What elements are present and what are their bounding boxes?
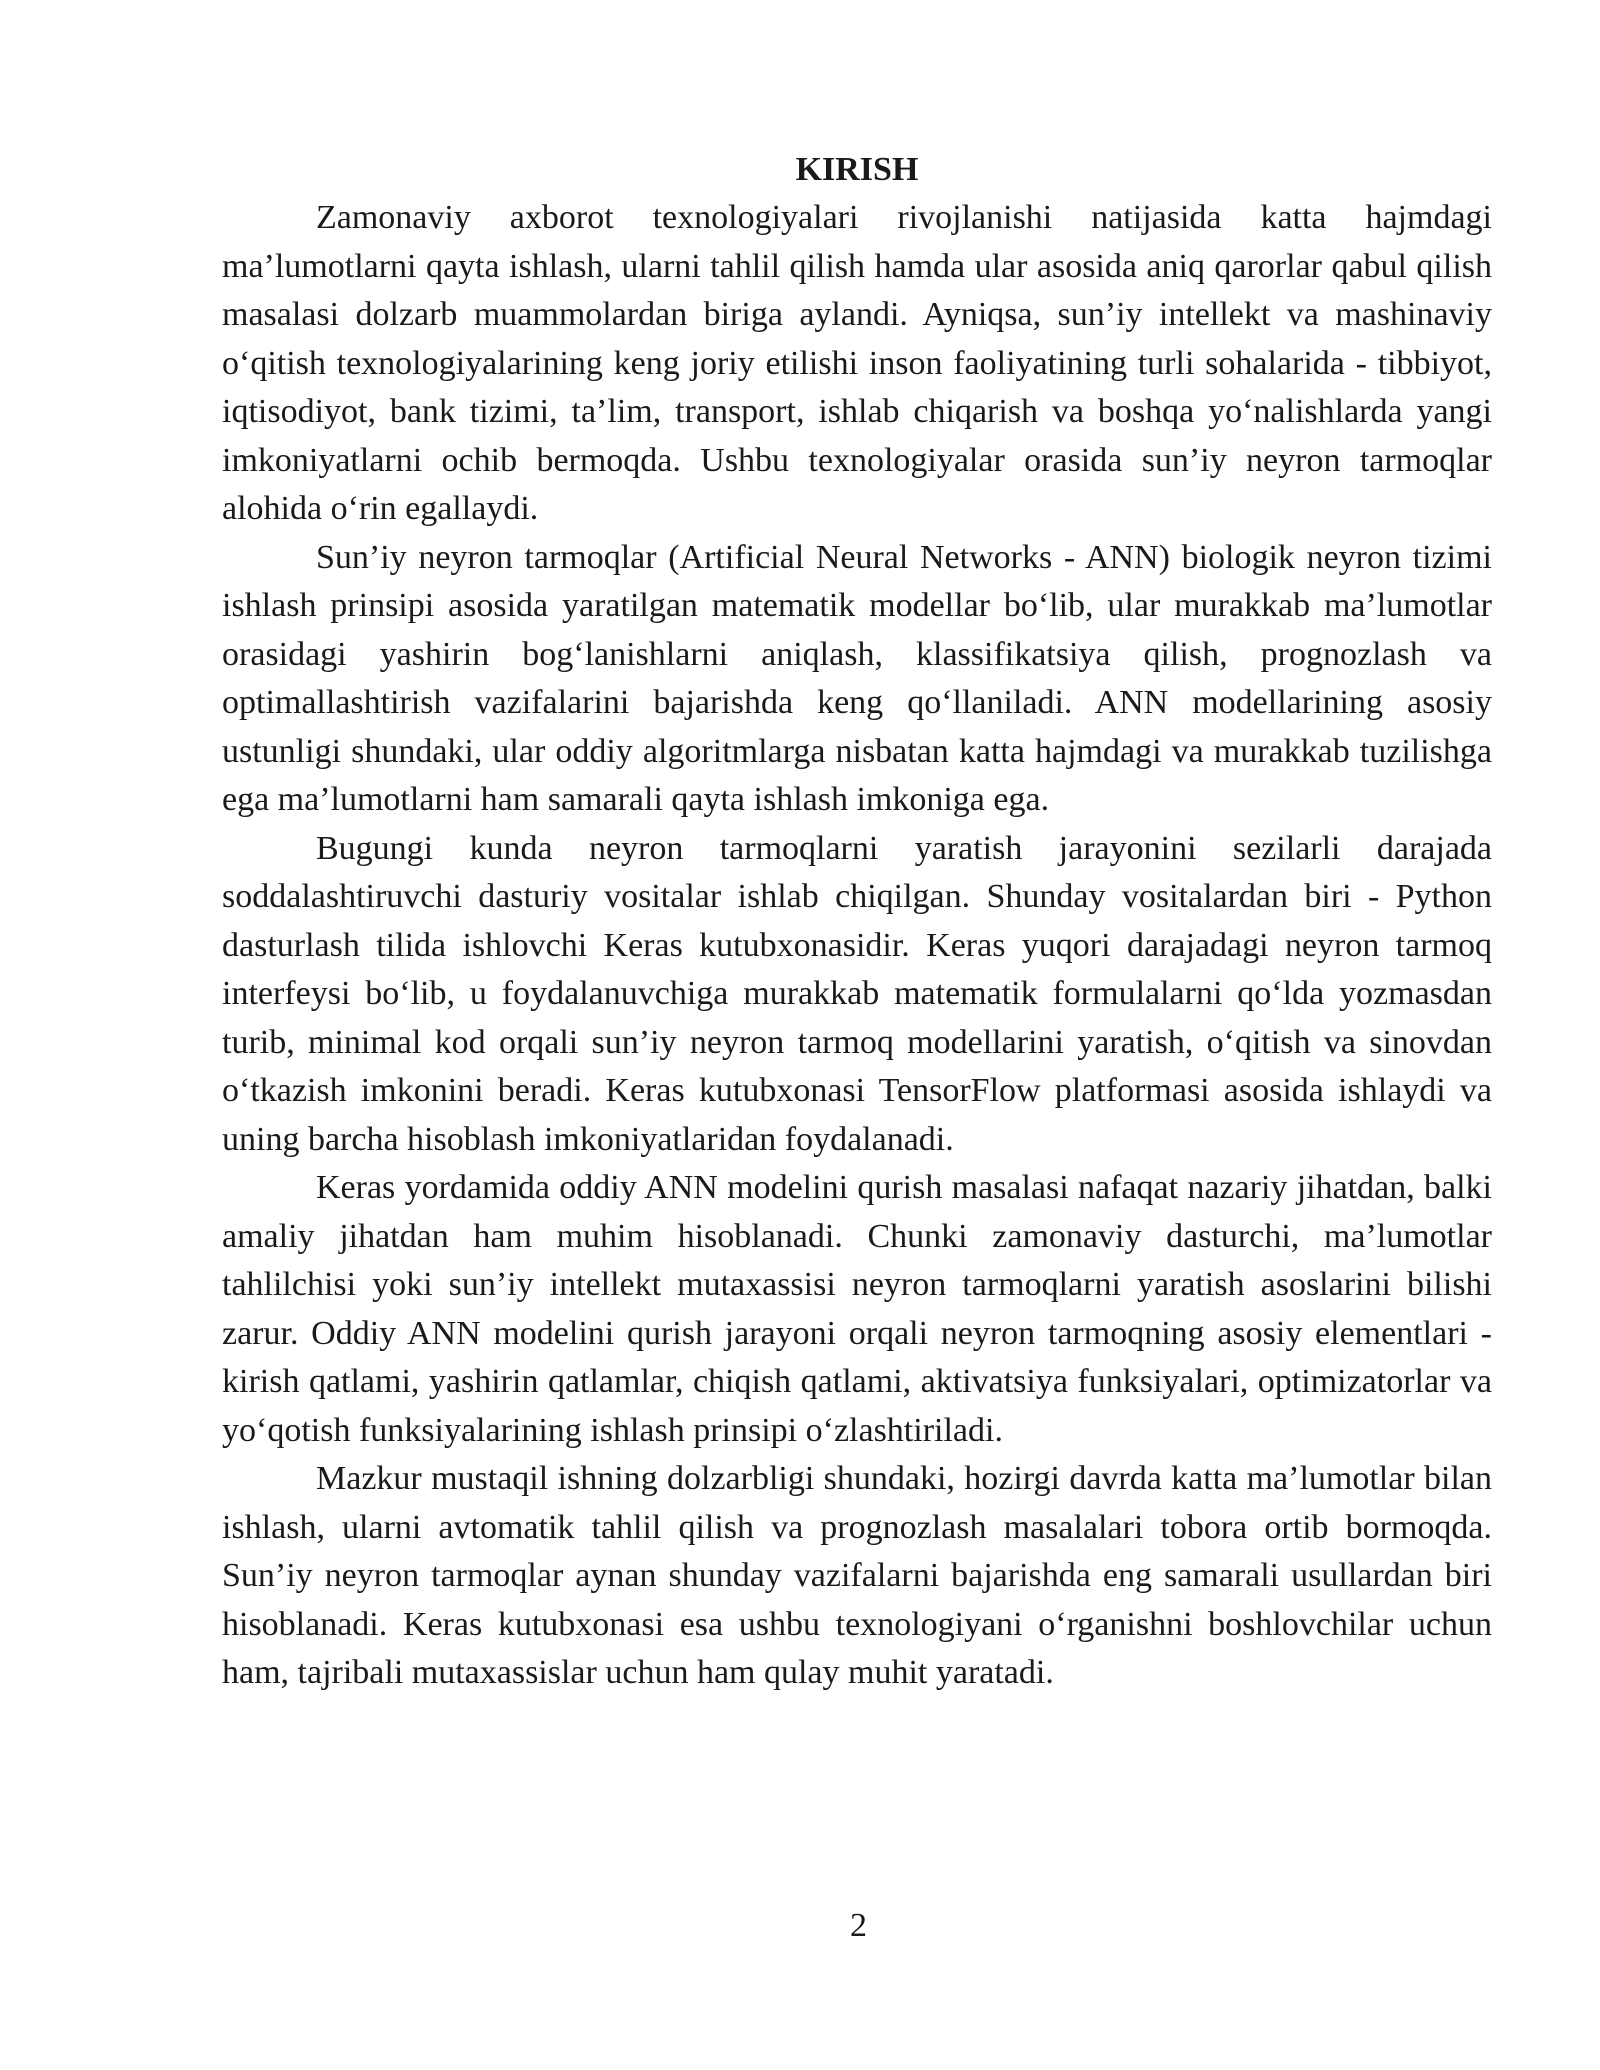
paragraph-1: Zamonaviy axborot texnologiyalari rivojlanishi natijasida katta hajmdagi ma’lumotlarni qayta ishlash, ularni tahlil qilish hamda ular asosida aniq qarorlar qabul qilish masalasi dolzarb muammolardan biriga aylandi. Ayniqsa, sun’iy intellekt va mashinaviy o‘qitish texnologiyalarining keng joriy etilishi inson faoliyatining turli sohalarida - tibbiyot, iqtisodiyot, bank tizimi, ta’lim, transport, ishlab chiqarish va boshqa yo‘nalishlarda yangi imkoniyatlarni ochib bermoqda. Ushbu texnologiyalar orasida sun’iy neyron tarmoqlar alohida o‘rin egallaydi. (222, 199, 1492, 527)
paragraph-5: Mazkur mustaqil ishning dolzarbligi shundaki, hozirgi davrda katta ma’lumotlar bilan ishlash, ularni avtomatik tahlil qilish va prognozlash masalalari tobora ortib bormoqda. Sun’iy neyron tarmoqlar aynan shunday vazifalarni bajarishda eng samarali usullardan biri hisoblanadi. Keras kutubxonasi esa ushbu texnologiyani o‘rganishni boshlovchilar uchun ham, tajribali mutaxassislar uchun ham qulay muhit yaratadi. (222, 1460, 1492, 1691)
paragraph-3: Bugungi kunda neyron tarmoqlarni yaratish jarayonini sezilarli darajada soddalashtiruvchi dasturiy vositalar ishlab chiqilgan. Shunday vositalardan biri - Python dasturlash tilida ishlovchi Keras kutubxonasidir. Keras yuqori darajadagi neyron tarmoq interfeysi bo‘lib, u foydalanuvchiga murakkab matematik formulalarni qo‘lda yozmasdan turib, minimal kod orqali sun’iy neyron tarmoq modellarini yaratish, o‘qitish va sinovdan o‘tkazish imkonini beradi. Keras kutubxonasi TensorFlow platformasi asosida ishlaydi va uning barcha hisoblash imkoniyatlaridan foydalanadi. (222, 829, 1492, 1158)
paragraph-4: Keras yordamida oddiy ANN modelini qurish masalasi nafaqat nazariy jihatdan, balki amaliy jihatdan ham muhim hisoblanadi. Chunki zamonaviy dasturchi, ma’lumotlar tahlilchisi yoki sun’iy intellekt mutaxassisi neyron tarmoqlarni yaratish asoslarini bilishi zarur. Oddiy ANN modelini qurish jarayoni orqali neyron tarmoqning asosiy elementlari - kirish qatlami, yashirin qatlamlar, chiqish qatlami, aktivatsiya funksiyalari, optimizatorlar va yo‘qotish funksiyalarining ishlash prinsipi o‘zlashtiriladi. (222, 1169, 1492, 1449)
section-title: KIRISH (795, 151, 919, 188)
page-number: 2 (850, 1907, 867, 1944)
document-page (222, 146, 1492, 1698)
paragraph-2: Sun’iy neyron tarmoqlar (Artificial Neural Networks - ANN) biologik neyron tizimi ishlash prinsipi asosida yaratilgan matematik modellar bo‘lib, ular murakkab ma’lumotlar orasidagi yashirin bog‘lanishlarni aniqlash, klassifikatsiya qilish, prognozlash va optimallashtirish vazifalarini bajarishda keng qo‘llaniladi. ANN modellarining asosiy ustunligi shundaki, ular oddiy algoritmlarga nisbatan katta hajmdagi va murakkab tuzilishga ega ma’lumotlarni ham samarali qayta ishlash imkoniga ega. (222, 538, 1492, 818)
